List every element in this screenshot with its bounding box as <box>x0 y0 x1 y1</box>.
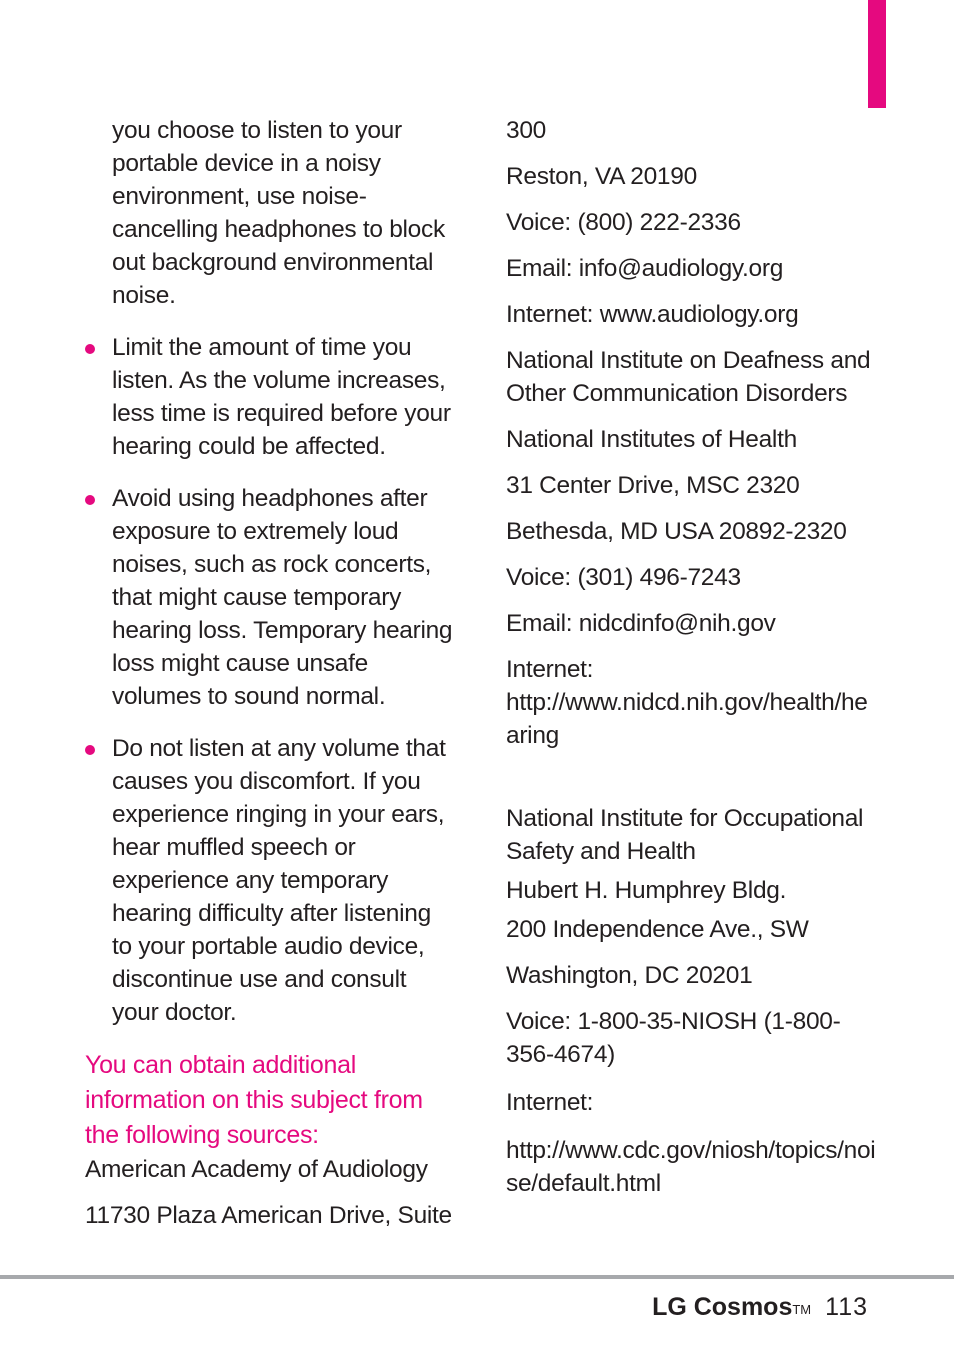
list-item-text: Do not listen at any volume that causes you discomfort. If you experience ringing in your ears, hear muffled speech or experience any temporary hearing difficulty after listening to your portable audio device, discontinue use and consult your doctor. <box>112 735 446 1026</box>
list-item-text: Avoid using headphones after exposure to extremely loud noises, such as rock concerts, that might cause temporary hearing loss. Temporary hearing loss might cause unsafe volumes to sound normal. <box>112 485 453 710</box>
tips-list <box>85 331 455 1029</box>
bullet-icon <box>85 495 95 505</box>
left-column <box>85 114 455 1232</box>
page-number: 113 <box>825 1293 868 1321</box>
aaa-internet[interactable]: Internet: www.audiology.org <box>506 301 799 328</box>
bullet-icon <box>85 745 95 755</box>
niosh-internet-url[interactable]: http://www.cdc.gov/niosh/topics/noise/default.html <box>506 1137 876 1197</box>
nidcd-city: Bethesda, MD USA 20892-2320 <box>506 518 847 545</box>
niosh-name: National Institute for Occupational Safety and Health <box>506 805 864 865</box>
right-column <box>506 114 876 1200</box>
aaa-email[interactable]: Email: info@audiology.org <box>506 255 784 282</box>
list-item <box>85 482 455 713</box>
aaa-voice: Voice: (800) 222-2336 <box>506 209 741 236</box>
aaa-city: Reston, VA 20190 <box>506 163 697 190</box>
nidcd-email[interactable]: Email: nidcdinfo@nih.gov <box>506 610 776 637</box>
nidcd-internet-url[interactable]: http://www.nidcd.nih.gov/health/hearing <box>506 689 868 749</box>
nidcd-internet-label: Internet: <box>506 656 594 683</box>
niosh-building: Hubert H. Humphrey Bldg. <box>506 877 787 904</box>
page-footer <box>652 1290 868 1324</box>
list-item-text: Limit the amount of time you listen. As the volume increases, less time is required before your hearing could be affected. <box>112 334 451 460</box>
niosh-voice: Voice: 1-800-35-NIOSH (1-800-356-4674) <box>506 1008 841 1068</box>
bullet-icon <box>85 344 95 354</box>
aaa-address: 11730 Plaza American Drive, Suite <box>85 1202 452 1229</box>
aaa-address-cont: 300 <box>506 117 546 144</box>
niosh-internet-label: Internet: <box>506 1089 594 1116</box>
trademark-mark: TM <box>792 1302 812 1317</box>
brand-name: LG Cosmos <box>652 1293 793 1321</box>
nidcd-address: 31 Center Drive, MSC 2320 <box>506 472 800 499</box>
footer-divider <box>0 1275 954 1279</box>
niosh-city: Washington, DC 20201 <box>506 962 753 989</box>
nidcd-voice: Voice: (301) 496-7243 <box>506 564 741 591</box>
nidcd-name: National Institute on Deafness and Other Communication Disorders <box>506 347 871 407</box>
nidcd-org: National Institutes of Health <box>506 426 797 453</box>
sources-heading: You can obtain additional information on this subject from the following sources: <box>85 1051 423 1149</box>
niosh-address: 200 Independence Ave., SW <box>506 916 809 943</box>
list-item <box>85 732 455 1029</box>
section-tab-marker <box>868 0 886 108</box>
continued-paragraph: you choose to listen to your portable device in a noisy environment, use noise-cancelling headphones to block out background environmental noise. <box>112 117 445 309</box>
list-item <box>85 331 455 463</box>
aaa-name: American Academy of Audiology <box>85 1156 428 1183</box>
